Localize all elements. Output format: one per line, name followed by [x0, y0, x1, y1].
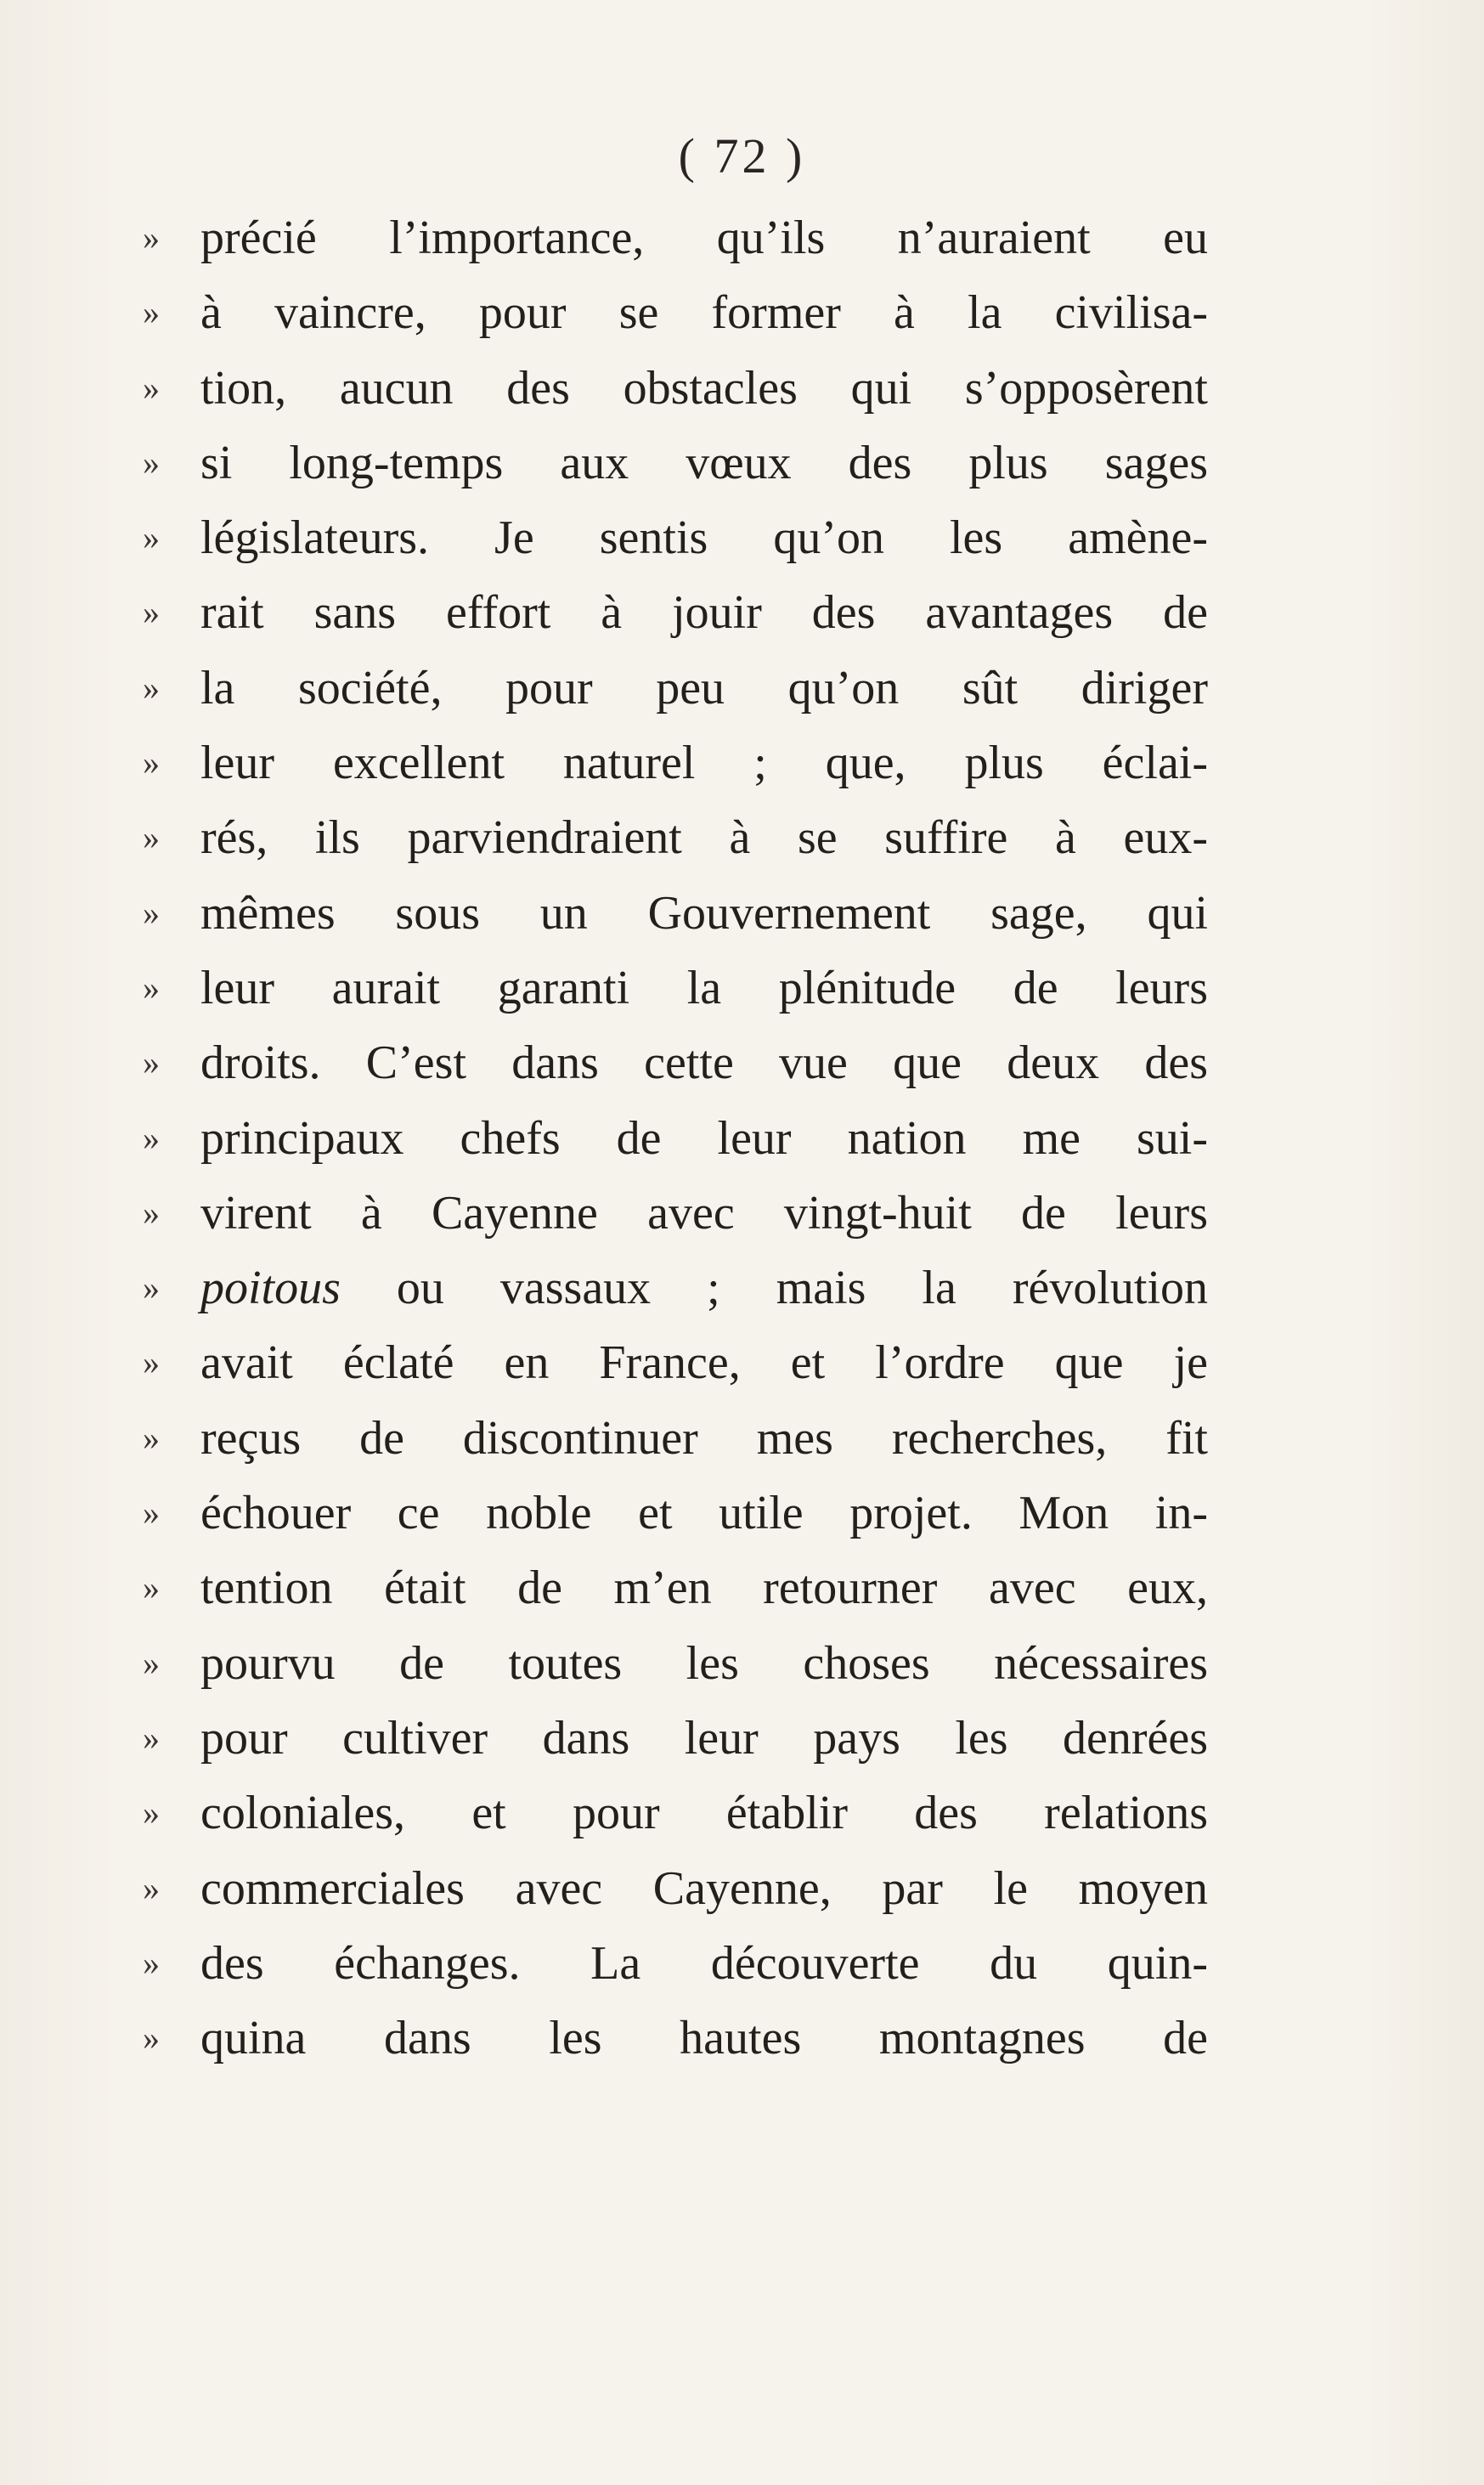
- quote-mark: »: [143, 1868, 160, 1907]
- italic-word: poitous: [200, 1262, 341, 1315]
- quote-mark: »: [143, 1043, 160, 1082]
- line-text: tention était de m’en retourner avec eux,: [200, 1562, 1208, 1615]
- line-text: quina dans les hautes montagnes de: [200, 2012, 1208, 2065]
- text-line: [143, 876, 1208, 951]
- body-text: [143, 200, 1208, 2076]
- text-line: [143, 575, 1208, 650]
- text-line: [143, 426, 1208, 500]
- text-line: [143, 1701, 1208, 1776]
- line-rest: ou vassaux ; mais la révolution: [396, 1262, 1209, 1315]
- quote-mark: »: [143, 1494, 160, 1533]
- text-line: [143, 1101, 1208, 1176]
- line-text: tion, aucun des obstacles qui s’opposèrent: [200, 361, 1208, 415]
- line-text: droits. C’est dans cette vue que deux des: [200, 1036, 1208, 1090]
- quote-mark: »: [143, 893, 160, 932]
- quote-mark: »: [143, 293, 160, 332]
- line-text: échouer ce noble et utile projet. Mon in-: [200, 1487, 1208, 1540]
- text-line: [143, 1325, 1208, 1400]
- quote-mark: »: [143, 1793, 160, 1833]
- quote-mark: »: [143, 593, 160, 632]
- text-line: [143, 500, 1208, 575]
- quote-mark: »: [143, 1118, 160, 1157]
- text-line: [143, 1401, 1208, 1476]
- line-text: principaux chefs de leur nation me sui-: [200, 1111, 1208, 1165]
- text-line: [143, 1776, 1208, 1850]
- text-line: [143, 726, 1208, 800]
- text-line: [143, 1926, 1208, 2001]
- quote-mark: »: [143, 518, 160, 557]
- line-text: mêmes sous un Gouvernement sage, qui: [200, 886, 1208, 940]
- text-line: [143, 1851, 1208, 1926]
- line-text: [200, 1251, 1208, 1325]
- quote-mark: »: [143, 668, 160, 707]
- text-line: [143, 1550, 1208, 1625]
- line-text: coloniales, et pour établir des relations: [200, 1787, 1208, 1840]
- line-text: précié l’importance, qu’ils n’auraient eu: [200, 212, 1208, 264]
- line-text: virent à Cayenne avec vingt-huit de leurs: [200, 1186, 1208, 1240]
- text-line: [143, 2001, 1208, 2076]
- line-text: rés, ils parviendraient à se suffire à eux-: [200, 811, 1208, 865]
- quote-mark: »: [143, 968, 160, 1007]
- line-text: reçus de discontinuer mes recherches, fit: [200, 1411, 1208, 1465]
- quote-mark: »: [143, 1718, 160, 1757]
- text-line: [143, 351, 1208, 426]
- text-line: [143, 800, 1208, 875]
- quote-mark: »: [143, 1193, 160, 1232]
- line-text: si long-temps aux vœux des plus sages: [200, 436, 1208, 489]
- text-line: [143, 1176, 1208, 1251]
- line-text: leur excellent naturel ; que, plus éclai-: [200, 737, 1208, 790]
- quote-mark: »: [143, 1418, 160, 1457]
- quote-mark: »: [143, 368, 160, 407]
- quote-mark: »: [143, 443, 160, 482]
- quote-mark: »: [143, 1568, 160, 1607]
- text-line: [143, 651, 1208, 726]
- line-text: pourvu de toutes les choses nécessaires: [200, 1636, 1208, 1690]
- text-line: [143, 1626, 1208, 1701]
- quote-mark: »: [143, 743, 160, 782]
- quote-mark: »: [143, 1268, 160, 1307]
- text-line: [143, 1476, 1208, 1550]
- quote-mark: »: [143, 218, 160, 257]
- line-text: des échanges. La découverte du quin-: [200, 1936, 1208, 1990]
- quote-mark: »: [143, 818, 160, 857]
- line-text: avait éclaté en France, et l’ordre que je: [200, 1336, 1208, 1390]
- text-line: [143, 275, 1208, 350]
- line-text: législateurs. Je sentis qu’on les amène-: [200, 511, 1208, 565]
- line-text: commerciales avec Cayenne, par le moyen: [200, 1861, 1208, 1915]
- quote-mark: »: [143, 1643, 160, 1682]
- line-text: rait sans effort à jouir des avantages de: [200, 586, 1208, 640]
- quote-mark: »: [143, 2019, 160, 2058]
- text-line: [143, 1025, 1208, 1100]
- line-text: la société, pour peu qu’on sût diriger: [200, 661, 1208, 714]
- text-line: [143, 951, 1208, 1025]
- quote-mark: »: [143, 1943, 160, 1982]
- text-line: [143, 200, 1208, 275]
- line-text: à vaincre, pour se former à la civilisa-: [200, 286, 1208, 340]
- page-number: ( 72 ): [678, 128, 806, 184]
- text-line: [143, 1251, 1208, 1325]
- quote-mark: »: [143, 1343, 160, 1382]
- line-text: leur aurait garanti la plénitude de leurs: [200, 961, 1208, 1014]
- line-text: pour cultiver dans leur pays les denrées: [200, 1711, 1208, 1765]
